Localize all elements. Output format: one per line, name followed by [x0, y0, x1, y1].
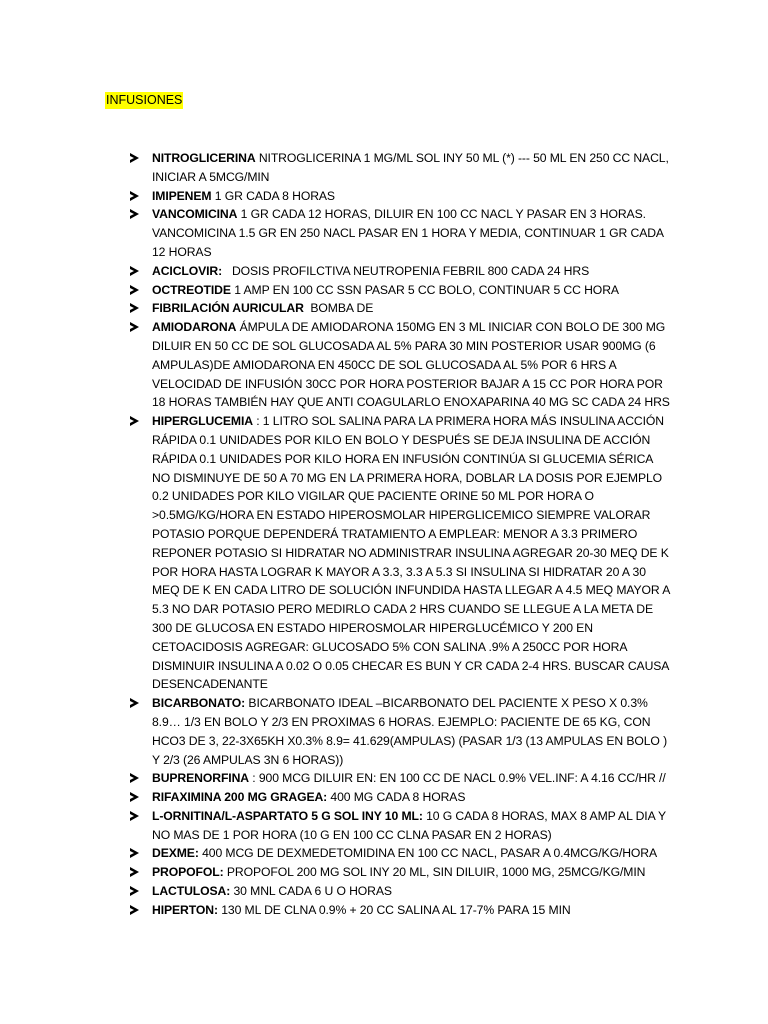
list-item: [130, 149, 670, 187]
drug-instructions: DOSIS PROFILCTIVA NEUTROPENIA FEBRIL 800 CADA 24 HRS: [222, 263, 590, 278]
arrow-bullet-icon: [130, 209, 139, 219]
drug-name: OCTREOTIDE: [152, 282, 231, 297]
drug-name: HIPERGLUCEMIA: [152, 414, 253, 429]
list-item: [130, 694, 670, 769]
drug-instructions: ÁMPULA DE AMIODARONA 150MG EN 3 ML INICIAR CON BOLO DE 300 MG DILUIR EN 50 CC DE SOL GLUCOSADA AL 5% PARA 30 MIN POSTERIOR USAR 900MG (6 AMPULAS)DE AMIODARONA EN 450CC DE SOL GLUCOSADA AL 5% POR 6 HRS A VELOCIDAD DE INFUSIÓN 30CC POR HORA POSTERIOR BAJAR A 15 CC POR HORA POR 18 HORAS TAMBIÉN HAY QUE ANTI COAGULARLO ENOXAPARINA 40 MG SC CADA 24 HRS: [152, 320, 670, 410]
arrow-bullet-icon: [130, 322, 139, 332]
infusion-list: [130, 149, 670, 920]
drug-instructions: 1 AMP EN 100 CC SSN PASAR 5 CC BOLO, CONTINUAR 5 CC HORA: [230, 282, 619, 297]
list-item: [130, 205, 670, 261]
drug-name: IMIPENEM: [152, 188, 212, 203]
drug-instructions: 1 GR CADA 8 HORAS: [211, 188, 335, 203]
arrow-bullet-icon: [130, 266, 139, 276]
drug-name: BICARBONATO:: [152, 696, 246, 711]
drug-instructions: 400 MG CADA 8 HORAS: [327, 790, 466, 805]
drug-instructions: 400 MCG DE DEXMEDETOMIDINA EN 100 CC NACL, PASAR A 0.4MCG/KG/HORA: [198, 846, 658, 861]
drug-instructions: : 900 MCG DILUIR EN: EN 100 CC DE NACL 0.9% VEL.INF: A 4.16 CC/HR //: [248, 771, 666, 786]
drug-name: HIPERTON:: [152, 902, 218, 917]
arrow-bullet-icon: [130, 191, 139, 201]
drug-name: VANCOMICINA: [152, 207, 238, 222]
arrow-bullet-icon: [130, 698, 139, 708]
drug-name: ACICLOVIR:: [152, 263, 223, 278]
arrow-bullet-icon: [130, 886, 139, 896]
drug-name: FIBRILACIÓN AURICULAR: [152, 301, 304, 316]
drug-instructions: 1 GR CADA 12 HORAS, DILUIR EN 100 CC NACL Y PASAR EN 3 HORAS. VANCOMICINA 1.5 GR EN 250 NACL PASAR EN 1 HORA Y MEDIA, CONTINUAR 1 GR CADA 12 HORAS: [152, 207, 664, 259]
drug-name: DEXME:: [152, 846, 199, 861]
list-item: [130, 788, 670, 807]
drug-instructions: 30 MNL CADA 6 U O HORAS: [230, 884, 392, 899]
list-item: [130, 281, 670, 300]
drug-name: AMIODARONA: [152, 320, 237, 335]
drug-name: LACTULOSA:: [152, 884, 231, 899]
drug-instructions: PROPOFOL 200 MG SOL INY 20 ML, SIN DILUIR, 1000 MG, 25MCG/KG/MIN: [223, 865, 646, 880]
drug-name: NITROGLICERINA: [152, 151, 256, 165]
arrow-bullet-icon: [130, 285, 139, 295]
arrow-bullet-icon: [130, 792, 139, 802]
list-item: [130, 187, 670, 206]
drug-instructions: BICARBONATO IDEAL –BICARBONATO DEL PACIENTE X PESO X 0.3% 8.9… 1/3 EN BOLO Y 2/3 EN PROXIMAS 6 HORAS. EJEMPLO: PACIENTE DE 65 KG, CON HCO3 DE 3, 22-3X65KH X0.3% 8.9= 41.629(AMPULAS) (PASAR 1/3 (13 AMPULAS EN BOLO ) Y 2/3 (26 AMPULAS 3N 6 HORAS)): [152, 696, 668, 767]
arrow-bullet-icon: [130, 153, 139, 163]
arrow-bullet-icon: [130, 905, 139, 915]
arrow-bullet-icon: [130, 848, 139, 858]
drug-name: L-ORNITINA/L-ASPARTATO 5 G SOL INY 10 ML:: [152, 808, 423, 823]
drug-instructions: BOMBA DE: [303, 301, 374, 316]
arrow-bullet-icon: [130, 811, 139, 821]
list-item: [130, 318, 670, 412]
list-item: [130, 901, 670, 920]
drug-instructions: 130 ML DE CLNA 0.9% + 20 CC SALINA AL 17-7% PARA 15 MIN: [217, 902, 571, 917]
list-item: [130, 863, 670, 882]
list-item: [130, 807, 670, 845]
arrow-bullet-icon: [130, 773, 139, 783]
list-item: [130, 769, 670, 788]
drug-name: RIFAXIMINA 200 MG GRAGEA:: [152, 790, 328, 805]
list-item: [130, 299, 670, 318]
arrow-bullet-icon: [130, 416, 139, 426]
drug-instructions: 10 G CADA 8 HORAS, MAX 8 AMP AL DIA Y NO MAS DE 1 POR HORA (10 G EN 100 CC CLNA PASAR EN 2 HORAS): [152, 808, 666, 842]
list-item: [130, 262, 670, 281]
list-item: [130, 844, 670, 863]
arrow-bullet-icon: [130, 303, 139, 313]
drug-name: PROPOFOL:: [152, 865, 224, 880]
page-title: INFUSIONES: [106, 93, 183, 107]
list-item: [130, 882, 670, 901]
drug-instructions: NITROGLICERINA 1 MG/ML SOL INY 50 ML (*) --- 50 ML EN 250 CC NACL, INICIAR A 5MCG/MIN: [152, 151, 669, 184]
drug-name: BUPRENORFINA: [152, 771, 249, 786]
list-item: [130, 412, 670, 694]
arrow-bullet-icon: [130, 867, 139, 877]
drug-instructions: : 1 LITRO SOL SALINA PARA LA PRIMERA HORA MÁS INSULINA ACCIÓN RÁPIDA 0.1 UNIDADES POR KILO EN BOLO Y DESPUÉS SE DEJA INSULINA DE ACCIÓN RÁPIDA 0.1 UNIDADES POR KILO HORA EN INFUSIÓN CONTINÚA SI GLUCEMIA SÉRICA NO DISMINUYE DE 50 A 70 MG EN LA PRIMERA HORA, DOBLAR LA DOSIS POR EJEMPLO 0.2 UNIDADES POR KILO VIGILAR QUE PACIENTE ORINE 50 ML POR HORA O >0.5MG/KG/HORA EN ESTADO HIPEROSMOLAR HIPERGLICEMICO SIEMPRE VALORAR POTASIO PORQUE DEPENDERÁ TRATAMIENTO A EMPLEAR: MENOR A 3.3 PRIMERO REPONER POTASIO SI HIDRATAR NO ADMINISTRAR INSULINA AGREGAR 20-30 MEQ DE K POR HORA HASTA LOGRAR K MAYOR A 3.3, 3.3 A 5.3 SI INSULINA SI HIDRATAR 20 A 30 MEQ DE K EN CADA LITRO DE SOLUCIÓN INFUNDIDA HASTA LLEGAR A 4.5 MEQ MAYOR A 5.3 NO DAR POTASIO PERO MEDIRLO CADA 2 HRS CUANDO SE LLEGUE A LA META DE 300 DE GLUCOSA EN ESTADO HIPEROSMOLAR HIPERGLUCÉMICO Y 200 EN CETOACIDOSIS AGREGAR: GLUCOSADO 5% CON SALINA .9% A 250CC POR HORA DISMINUIR INSULINA A 0.02 O 0.05 CHECAR ES BUN Y CR CADA 2-4 HRS. BUSCAR CAUSA DESENCADENANTE: [152, 414, 670, 692]
